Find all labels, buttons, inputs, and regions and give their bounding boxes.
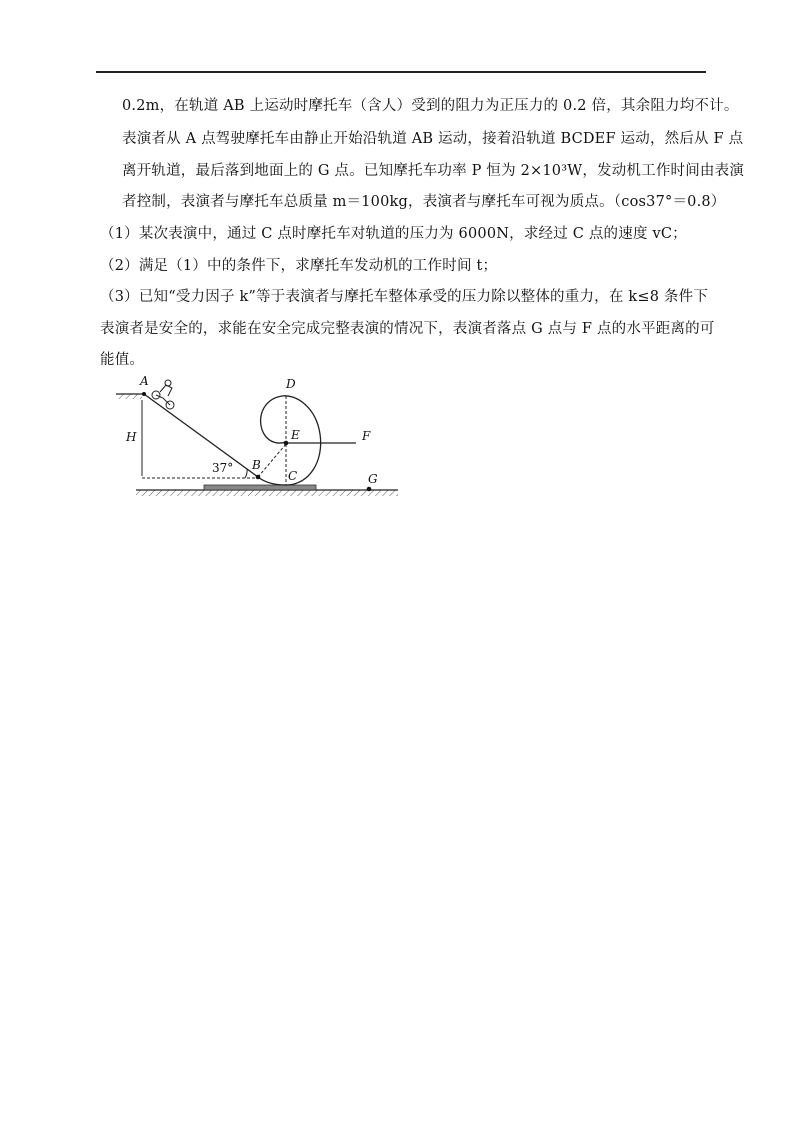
angle-label: 37° xyxy=(212,461,234,475)
label-c: C xyxy=(288,469,298,483)
ground-hatch xyxy=(136,490,398,496)
point-g xyxy=(367,487,372,492)
point-a xyxy=(142,392,146,396)
question-line-1: 0.2m，在轨道 AB 上运动时摩托车（含人）受到的阻力为正压力的 0.2 倍，其余阻力均不计。 xyxy=(122,98,739,114)
curve-bc xyxy=(258,477,286,485)
question-line-3: 离开轨道，最后落到地面上的 G 点。已知摩托车功率 P 恒为 2×10³W，发动机工作时间由表演 xyxy=(122,163,745,179)
subquestion-3-line-3: 能值。 xyxy=(100,352,145,368)
subquestion-3-line-2: 表演者是安全的，求能在安全完成完整表演的情况下，表演者落点 G 点与 F 点的水平距离的可 xyxy=(100,321,715,337)
header-rule xyxy=(96,71,706,73)
label-d: D xyxy=(286,377,296,391)
top-ground-hatch xyxy=(116,394,142,399)
motorcycle-icon xyxy=(152,380,174,409)
ramp-ab xyxy=(144,394,258,477)
label-h: H xyxy=(126,430,137,444)
track-base xyxy=(204,485,316,490)
question-line-2: 表演者从 A 点驾驶摩托车由静止开始沿轨道 AB 运动，接着沿轨道 BCDEF 运动，然后从 F 点 xyxy=(122,131,744,147)
label-g: G xyxy=(368,472,378,486)
subquestion-1: （1）某次表演中，通过 C 点时摩托车对轨道的压力为 6000N，求经过 C 点的速度 vC； xyxy=(100,226,687,242)
label-b: B xyxy=(252,458,261,472)
label-a: A xyxy=(140,374,149,388)
angle-arc xyxy=(245,469,247,478)
track-diagram xyxy=(110,372,410,507)
question-line-4: 者控制，表演者与摩托车总质量 m＝100kg，表演者与摩托车可视为质点。（cos37°＝0.8） xyxy=(122,194,726,210)
subquestion-3-line-1: （3）已知“受力因子 k”等于表演者与摩托车整体承受的压力除以整体的重力，在 k≤8 条件下 xyxy=(100,289,709,305)
label-e: E xyxy=(291,428,300,442)
point-b xyxy=(256,475,261,480)
point-e xyxy=(284,441,289,446)
label-f: F xyxy=(362,429,371,443)
subquestion-2: （2）满足（1）中的条件下，求摩托车发动机的工作时间 t； xyxy=(100,258,498,274)
dashed-be xyxy=(258,444,286,477)
